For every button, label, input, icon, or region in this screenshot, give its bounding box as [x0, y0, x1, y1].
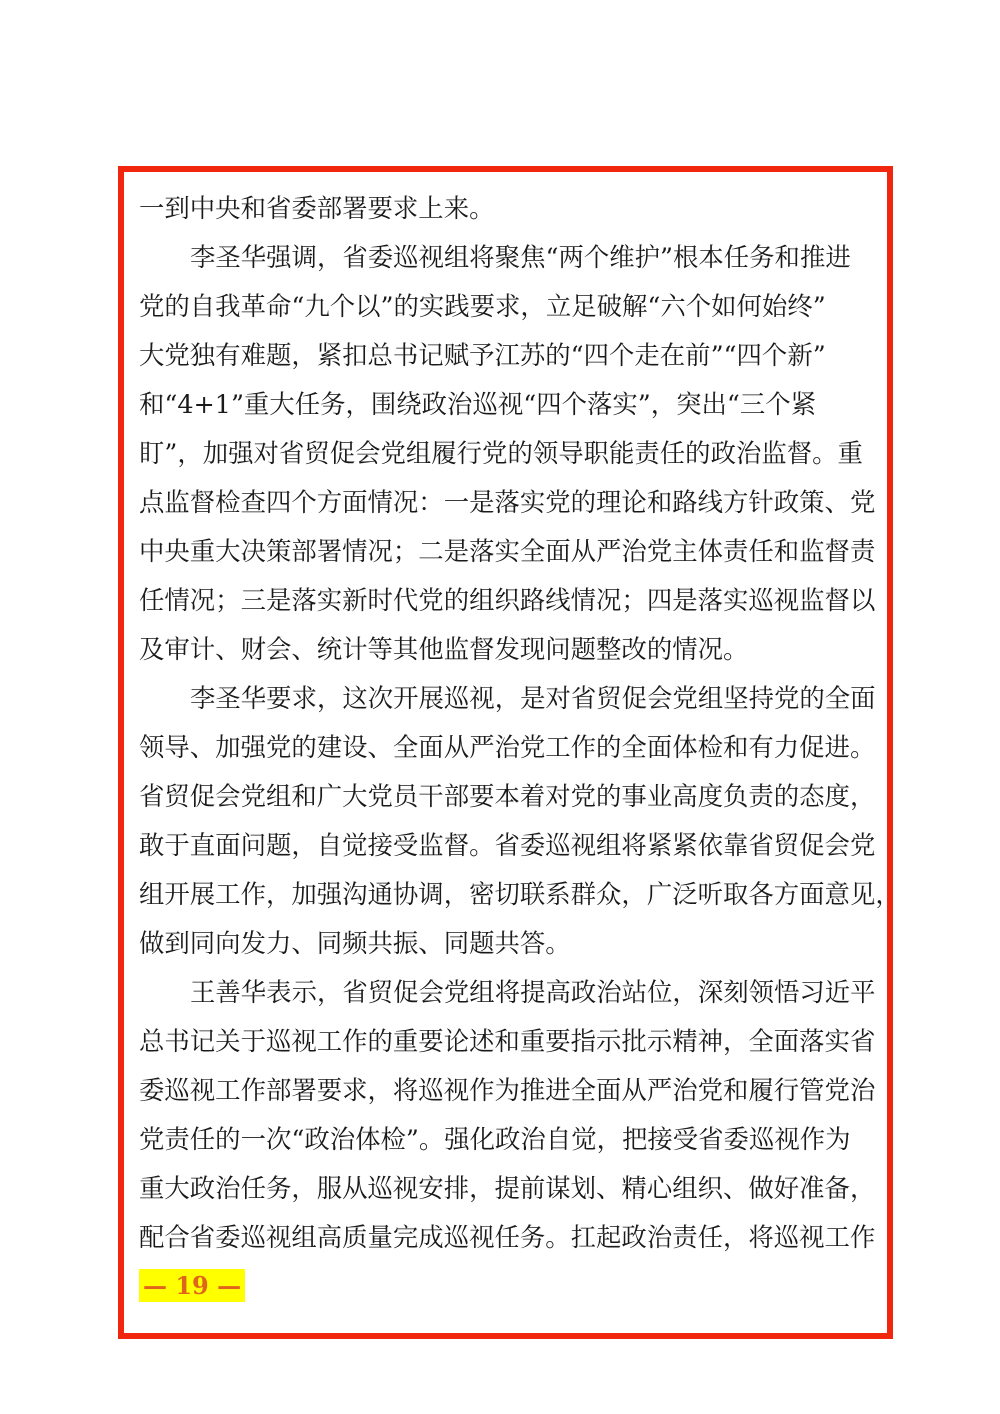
page-number: — 19 —	[139, 1269, 245, 1302]
text-line: 点监督检查四个方面情况：一是落实党的理论和路线方针政策、党	[139, 487, 876, 517]
text-line: 王善华表示，省贸促会党组将提高政治站位，深刻领悟习近平	[190, 977, 876, 1007]
text-line: 组开展工作，加强沟通协调，密切联系群众，广泛听取各方面意见，	[139, 879, 901, 909]
text-line: 配合省委巡视组高质量完成巡视任务。扛起政治责任，将巡视工作	[139, 1222, 876, 1252]
text-line: 总书记关于巡视工作的重要论述和重要指示批示精神，全面落实省	[139, 1026, 876, 1056]
document-body	[139, 184, 901, 1262]
text-line: 党的自我革命“九个以”的实践要求，立足破解“六个如何始终”	[139, 291, 826, 321]
text-line: 及审计、财会、统计等其他监督发现问题整改的情况。	[139, 634, 749, 664]
text-line: 一到中央和省委部署要求上来。	[139, 193, 495, 223]
text-line: 敢于直面问题，自觉接受监督。省委巡视组将紧紧依靠省贸促会党	[139, 830, 876, 860]
text-line: 李圣华强调，省委巡视组将聚焦“两个维护”根本任务和推进	[190, 242, 851, 272]
page-frame	[118, 166, 901, 1339]
text-line: 和“4+1”重大任务，围绕政治巡视“四个落实”，突出“三个紧	[139, 389, 817, 419]
text-line: 委巡视工作部署要求，将巡视作为推进全面从严治党和履行管党治	[139, 1075, 876, 1105]
text-line: 重大政治任务，服从巡视安排，提前谋划、精心组织、做好准备，	[139, 1173, 876, 1203]
text-line: 盯”，加强对省贸促会党组履行党的领导职能责任的政治监督。重	[139, 438, 863, 468]
text-line: 李圣华要求，这次开展巡视，是对省贸促会党组坚持党的全面	[190, 683, 876, 713]
text-line: 做到同向发力、同频共振、同题共答。	[139, 928, 571, 958]
text-line: 任情况；三是落实新时代党的组织路线情况；四是落实巡视监督以	[139, 585, 876, 615]
text-line: 党责任的一次“政治体检”。强化政治自觉，把接受省委巡视作为	[139, 1124, 851, 1154]
text-line: 大党独有难题，紧扣总书记赋予江苏的“四个走在前”“四个新”	[139, 340, 826, 370]
text-line: 省贸促会党组和广大党员干部要本着对党的事业高度负责的态度，	[139, 781, 876, 811]
text-line: 领导、加强党的建设、全面从严治党工作的全面体检和有力促进。	[139, 732, 876, 762]
text-line: 中央重大决策部署情况；二是落实全面从严治党主体责任和监督责	[139, 536, 876, 566]
